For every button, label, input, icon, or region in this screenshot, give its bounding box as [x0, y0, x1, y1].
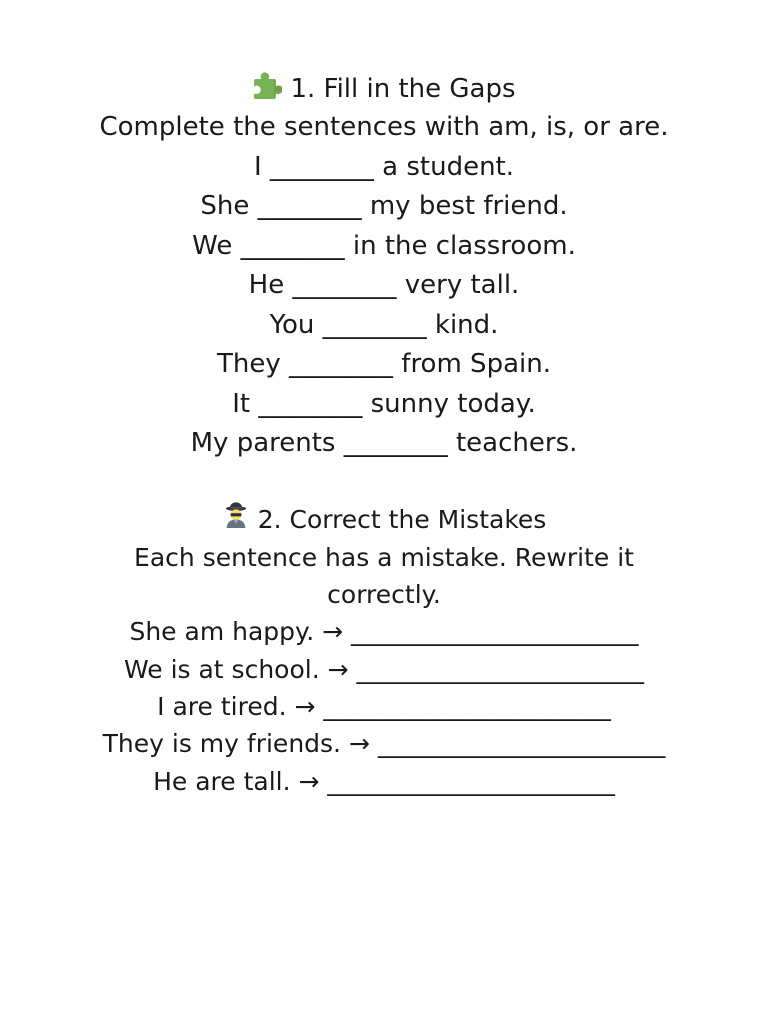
section-fill-gaps [0, 70, 768, 464]
section-spacer [0, 464, 768, 501]
section-2-title: 2. Correct the Mistakes [257, 504, 547, 534]
mistake-sentence-2: We is at school. → _______________________ [123, 654, 644, 684]
gap-sentence-5: You ________ kind. [269, 309, 499, 340]
mistake-sentence-1: She am happy. → _______________________ [129, 617, 639, 647]
gap-sentence-8: My parents ________ teachers. [190, 428, 578, 458]
gap-sentence-2: She ________ my best friend. [200, 191, 568, 221]
mistake-sentence-3: I are tired. → _______________________ [157, 692, 611, 722]
puzzle-piece-icon [252, 69, 282, 110]
mistake-sentence-4: They is my friends. → _______________________ [102, 729, 666, 759]
gap-sentence-6: They ________ from Spain. [217, 349, 551, 379]
mistake-sentence-5: He are tall. → _______________________ [153, 766, 615, 796]
gap-sentence-7: It ________ sunny today. [232, 388, 536, 419]
section-1-heading [0, 70, 768, 108]
gap-sentence-1: I ________ a student. [253, 151, 515, 182]
gap-sentence-4: He ________ very tall. [248, 270, 520, 300]
section-1-instruction: Complete the sentences with am, is, or are. [99, 112, 669, 142]
detective-icon [222, 500, 250, 539]
section-2-instruction-line-1: Each sentence has a mistake. Rewrite it [134, 542, 634, 572]
section-correct-mistakes [0, 501, 768, 801]
gap-sentence-3: We ________ in the classroom. [192, 230, 576, 261]
section-2-instruction-line-2: correctly. [327, 579, 441, 609]
section-2-heading [0, 501, 768, 539]
section-1-title: 1. Fill in the Gaps [290, 74, 516, 104]
